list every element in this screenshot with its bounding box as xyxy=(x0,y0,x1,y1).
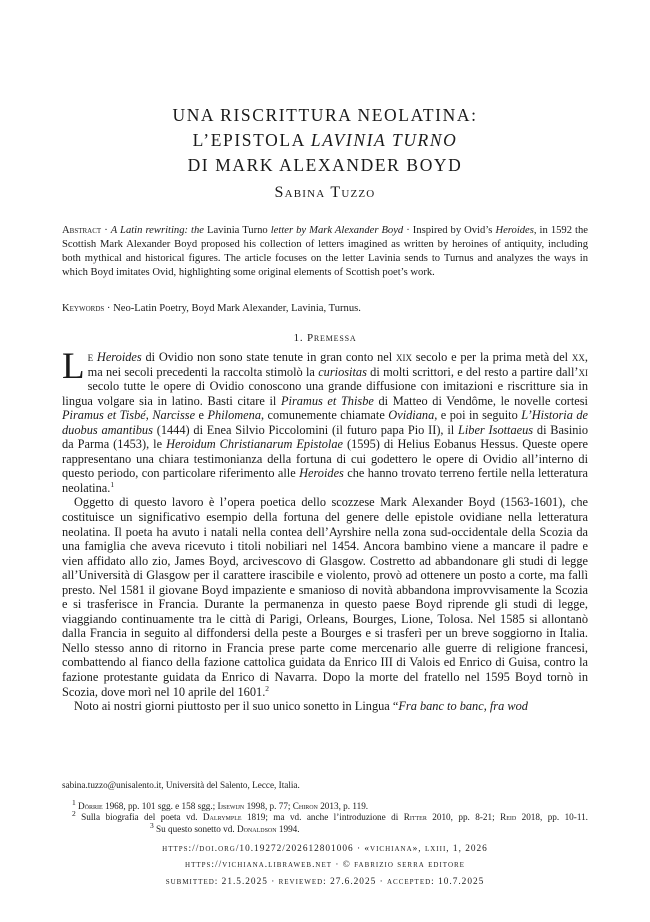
fn2-b: Dalrymple xyxy=(202,812,242,823)
footnote-ref-2[interactable]: 2 xyxy=(265,683,270,693)
fn2-e: 2010, pp. 8-21; xyxy=(426,812,501,823)
keywords-text: · Neo-Latin Poetry, Boyd Mark Alexander, Lavinia, Turnus. xyxy=(104,303,361,314)
p1-t3: secolo e per la prima metà del xyxy=(412,350,572,364)
p1-sc1: xix xyxy=(396,350,412,364)
abstract-separator: · xyxy=(101,225,111,236)
footnotes xyxy=(62,780,588,835)
footnote-2 xyxy=(62,809,588,834)
abstract-text-1: · Inspired by Ovid’s xyxy=(403,225,496,236)
paragraph-1 xyxy=(62,346,589,495)
fn1-b: 1968, pp. 101 sgg. e 158 sgg.; xyxy=(102,801,218,812)
p1-i1: Heroides xyxy=(96,350,142,364)
p1-t15: che hanno trovato terreno fertile nella letteratura neolatina. xyxy=(62,466,589,495)
p1-t12: (1444) di Enea Silvio Piccolomini (il futuro papa Pio II), il xyxy=(152,422,458,437)
p2-text: Oggetto di questo lavoro è l’opera poetica dello scozzese Mark Alexander Boyd (1563-1601), che costituisce un significativo esempio della fortuna del genere delle epistole ovidiane nella letteratura neolatina. Il poeta ha avuto i natali nella contea dell’Ayrshire nella zona sud-occidentale della Scozia da una famiglia che aveva ricevuto i titoli nobiliari nel 1454. Ancora bambino viene a mancare il padre e vien affidato allo zio, James Boyd, arcivescovo di Glasgow. Costretto ad abbandonare gli studi di legge all’Università di Glasgow per il carattere irascibile e violento, provò ad ottenere un posto a corte, ma fallì presto. Nel 1581 il giovane Boyd impaziente e smanioso di novità abbandona improvvisamente la Scozia e si trasferisce in Francia. Durante la permanenza in questo paese Boyd riprende gli studi di legge, viaggiando continuamente tra le città di Parigi, Orleans, Bourges, Lione, Tolosa. Nel 1585 si allontanò dalla Francia in seguito al diffondersi della peste a Bourges e si trasferì per un breve soggiorno in Italia. Nello stesso anno di ritorno in Francia prese parte come mercenario alle guerre di religione francesi, combattendo al fianco della fazione cattolica guidata da Enrico III di Valois ed Enrico di Guisa, contro la fazione protestante guidata da Enrico di Navarra. Dopo la morte del fratello nel 1595 Boyd tornò in Scozia, dove morì nel 10 aprile del 1601. xyxy=(62,495,588,699)
p1-t14: (1595) di Helius Eobanus Hessus. Queste opere rappresentano una chiara testimonianza della fortuna di cui godettero le opere di Ovidio all’interno di questo periodo, con particolare riferimento alle xyxy=(62,437,588,481)
author-name: Sabina Tuzzo xyxy=(274,184,376,201)
p1-t6: secolo tutte le opere di Ovidio conoscono una grande diffusione con imitazioni e riscritture sia in lingua volgare sia in latino. Basti citare il xyxy=(62,379,588,408)
keywords xyxy=(62,302,588,316)
p1-t8: , xyxy=(145,408,153,423)
fn3-b: Donaldson xyxy=(236,823,277,834)
footer-website[interactable]: https://vichiana.libraweb.net · © fabrizio serra editore xyxy=(185,860,465,870)
fn1-c: Ijsewijn xyxy=(217,801,245,812)
fn2-a: Sulla biografia del poeta vd. xyxy=(81,812,203,823)
p1-i10: Heroidum Christianarum Epistolae xyxy=(166,437,344,452)
p1-t9: e xyxy=(195,408,208,423)
abstract-title-italic-1: A Latin rewriting: the xyxy=(110,225,204,236)
p1-t4: , ma nei secoli precedenti la raccolta stimolò la xyxy=(87,350,588,379)
abstract-text-2: , in 1592 the Scottish Mark Alexander Boyd proposed his collection of letters imagined as written by heroines of antiquity, including both mythical and historical figures. The article focuses on the letter Lavinia sends to Turnus and analyzes the ways in which Boyd imitates Ovid, highlighting some original elements of Scottish poet’s work. xyxy=(62,225,588,278)
keywords-label: Keywords xyxy=(62,303,105,314)
title-line-3: DI MARK ALEXANDER BOYD xyxy=(187,155,463,175)
fn1-f: 2013, p. 119. xyxy=(317,801,369,812)
p1-i2: curiositas xyxy=(318,364,367,379)
abstract xyxy=(62,224,588,280)
fn1-d: 1998, p. 77; xyxy=(244,801,293,812)
paragraph-2 xyxy=(62,495,588,699)
footnote-ref-1[interactable]: 1 xyxy=(110,479,115,489)
fn2-f: Reid xyxy=(500,812,517,823)
footnote-2-number: 2 xyxy=(72,809,76,819)
p1-i8: L’Historia de duobus amantibus xyxy=(62,408,589,437)
section-heading: 1. Premessa xyxy=(293,332,357,344)
p1-t13: di Basinio da Parma (1453), le xyxy=(62,422,589,452)
footer-doi[interactable]: https://doi.org/10.19272/202612801006 · «vichiana», lxiii, 1, 2026 xyxy=(162,844,488,854)
p1-t11: , e poi in seguito xyxy=(434,408,522,423)
abstract-heroides: Heroides xyxy=(495,225,534,236)
title-line-2 xyxy=(0,128,650,152)
abstract-label: Abstract xyxy=(62,225,102,236)
title-line-2-prefix: L’EPISTOLA xyxy=(192,130,311,150)
fn3-c: 1994. xyxy=(276,823,300,834)
body-text xyxy=(62,346,589,714)
p1-sc3: xi xyxy=(578,364,588,379)
footnote-1-number: 1 xyxy=(72,798,76,808)
p3-text: Noto ai nostri giorni piuttosto per il suo unico sonetto in Lingua “ xyxy=(74,699,399,714)
fn2-c: 1819; ma vd. anche l’introduzione di xyxy=(241,812,404,823)
p1-t1: e xyxy=(87,350,97,364)
p1-t5: di molti scrittori, e del resto a partire dall’ xyxy=(366,364,579,379)
p1-i9: Liber Isottaeus xyxy=(457,422,534,437)
fn2-d: Ritter xyxy=(403,812,427,823)
p1-i4: Piramus et Tisbé xyxy=(62,408,146,423)
p3-italic: Fra banc to banc, fra wod xyxy=(398,699,528,714)
p1-i3: Piramus et Thisbe xyxy=(280,393,374,408)
fn1-a: Dörrie xyxy=(78,801,103,812)
p1-t7: di Matteo di Vendôme, le novelle cortesi xyxy=(373,393,588,408)
p1-sc2: xx xyxy=(571,350,585,364)
abstract-title-italic-2: letter by Mark Alexander Boyd xyxy=(270,225,404,236)
footer-dates: submitted: 21.5.2025 · reviewed: 27.6.2025 · accepted: 10.7.2025 xyxy=(165,877,485,887)
p1-t2: di Ovidio non sono state tenute in gran conto nel xyxy=(141,350,396,364)
title-line-2-italic: LAVINIA TURNO xyxy=(310,130,458,150)
fn1-e: Chiron xyxy=(292,801,318,812)
drop-cap: L xyxy=(62,346,85,387)
p1-i5: Narcisse xyxy=(152,408,196,423)
title-line-1: UNA RISCRITTURA NEOLATINA: xyxy=(172,105,478,125)
p1-i7: Ovidiana xyxy=(388,408,435,423)
p1-t10: , comunemente chiamate xyxy=(261,408,389,423)
abstract-title-roman: Lavinia Turno xyxy=(203,225,271,236)
footnote-1 xyxy=(62,798,588,812)
p1-i6: Philomena xyxy=(207,408,261,423)
author-email: sabina.tuzzo@unisalento.it, Università del Salento, Lecce, Italia. xyxy=(62,780,300,790)
fn2-g: 2018, pp. 10-11. xyxy=(516,812,588,823)
footnote-3-number: 3 xyxy=(150,820,154,830)
fn3-a: Su questo sonetto vd. xyxy=(156,823,237,834)
paragraph-3 xyxy=(62,699,588,714)
p1-i11: Heroides xyxy=(299,466,344,481)
